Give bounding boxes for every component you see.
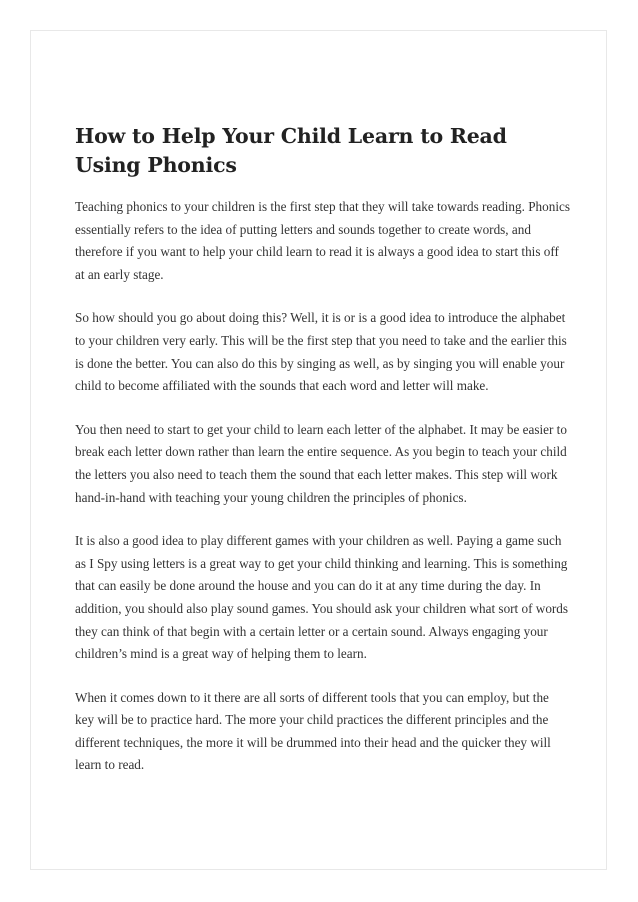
- paragraph-3: You then need to start to get your child to learn each letter of the alphabet. It may be easier to break each letter down rather than learn the entire sequence. As you begin to teach your child the letters you also need to teach them the sound that each letter makes. This step will work hand-in-hand with teaching your young children the principles of phonics.: [75, 421, 567, 505]
- document-page: [30, 30, 607, 870]
- paragraph-5: When it comes down to it there are all sorts of different tools that you can employ, but the key will be to practice hard. The more your child practices the different principles and the different techniques, the more it will be drummed into their head and the quicker they will learn to read.: [75, 689, 551, 773]
- document-title: How to Help Your Child Learn to Read Using Phonics: [75, 124, 507, 177]
- paragraph-4: It is also a good idea to play different games with your children as well. Paying a game such as I Spy using letters is a great way to get your child thinking and learning. This is something that can easily be done around the house and you can do it at any time during the day. In addition, you should also play sound games. You should ask your children what sort of words they can think of that begin with a certain letter or a certain sound. Always engaging your children’s mind is a great way of helping them to learn.: [75, 533, 569, 662]
- document-body: [75, 122, 571, 777]
- paragraph-1: Teaching phonics to your children is the first step that they will take towards reading. Phonics essentially refers to the idea of putting letters and sounds together to create words, and therefore if you want to help your child learn to read it is always a good idea to start this off at an early stage.: [75, 199, 570, 282]
- paragraph-2: So how should you go about doing this? Well, it is or is a good idea to introduce the alphabet to your children very early. This will be the first step that you need to take and the earlier this is done the better. You can also do this by singing as well, as by singing you will enable your child to become affiliated with the sounds that each word and letter will make.: [75, 310, 567, 394]
